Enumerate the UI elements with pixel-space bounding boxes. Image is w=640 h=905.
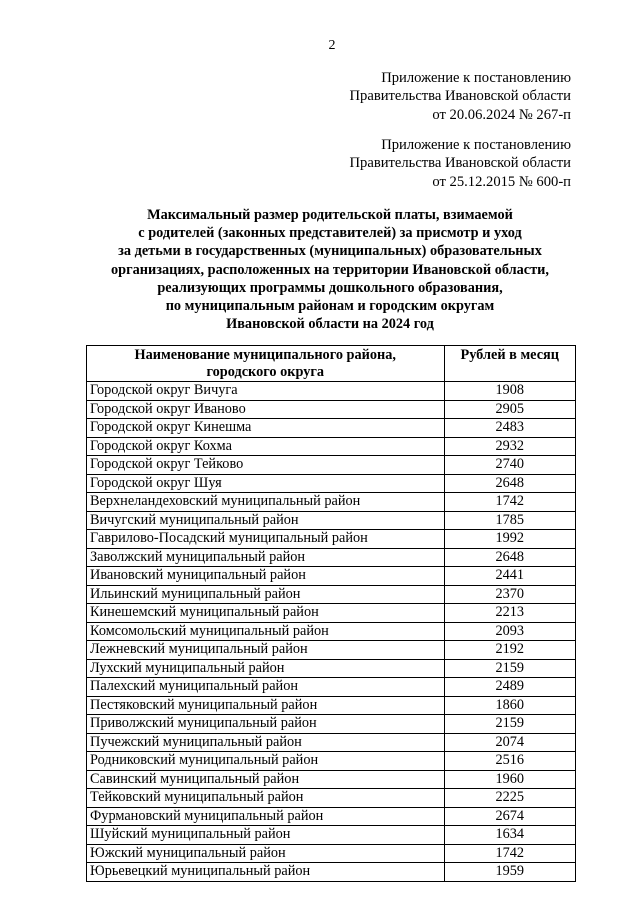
municipality-name: Городской округ Иваново — [87, 400, 445, 419]
monthly-fee-value: 2370 — [444, 585, 575, 604]
municipality-name: Лежневский муниципальный район — [87, 641, 445, 660]
table-row — [87, 659, 576, 678]
monthly-fee-value: 1634 — [444, 826, 575, 845]
monthly-fee-value: 2159 — [444, 715, 575, 734]
monthly-fee-value: 2093 — [444, 622, 575, 641]
municipality-name: Приволжский муниципальный район — [87, 715, 445, 734]
table-row — [87, 844, 576, 863]
monthly-fee-value: 1742 — [444, 844, 575, 863]
document-title — [0, 206, 640, 333]
table-row — [87, 400, 576, 419]
table-row — [87, 511, 576, 530]
municipality-name: Гаврилово-Посадский муниципальный район — [87, 530, 445, 549]
monthly-fee-value: 2489 — [444, 678, 575, 697]
monthly-fee-value: 2516 — [444, 752, 575, 771]
municipality-name: Городской округ Тейково — [87, 456, 445, 475]
table-row — [87, 382, 576, 401]
column-header-name: Наименование муниципального района, городского округа — [87, 346, 445, 382]
table-row — [87, 733, 576, 752]
table-row — [87, 419, 576, 438]
monthly-fee-value: 1785 — [444, 511, 575, 530]
table-row — [87, 826, 576, 845]
title-line: Ивановской области на 2024 год — [226, 316, 434, 333]
monthly-fee-value: 2074 — [444, 733, 575, 752]
monthly-fee-value: 1908 — [444, 382, 575, 401]
municipality-name: Городской округ Кохма — [87, 437, 445, 456]
municipality-name: Южский муниципальный район — [87, 844, 445, 863]
table-row — [87, 567, 576, 586]
municipality-name: Фурмановский муниципальный район — [87, 807, 445, 826]
appendix-line: от 20.06.2024 № 267-п — [432, 106, 571, 123]
municipality-name: Пучежский муниципальный район — [87, 733, 445, 752]
appendix-line: Правительства Ивановской области — [349, 88, 571, 105]
appendix-reference-2015 — [350, 136, 571, 191]
monthly-fee-value: 1742 — [444, 493, 575, 512]
appendix-line: Приложение к постановлению — [381, 137, 571, 153]
table-row — [87, 604, 576, 623]
title-line: по муниципальным районам и городским округам — [165, 298, 495, 315]
monthly-fee-value: 1860 — [444, 696, 575, 715]
municipality-name: Ильинский муниципальный район — [87, 585, 445, 604]
table-row — [87, 696, 576, 715]
municipality-name: Городской округ Кинешма — [87, 419, 445, 438]
monthly-fee-value: 2192 — [444, 641, 575, 660]
table-row — [87, 807, 576, 826]
table-row — [87, 770, 576, 789]
municipality-name: Заволжский муниципальный район — [87, 548, 445, 567]
municipality-name: Родниковский муниципальный район — [87, 752, 445, 771]
table-row — [87, 863, 576, 882]
municipality-name: Кинешемский муниципальный район — [87, 604, 445, 623]
table-row — [87, 752, 576, 771]
monthly-fee-value: 2213 — [444, 604, 575, 623]
municipality-name: Палехский муниципальный район — [87, 678, 445, 697]
appendix-line: Правительства Ивановской области — [349, 155, 571, 172]
municipality-name: Вичугский муниципальный район — [87, 511, 445, 530]
municipality-name: Пестяковский муниципальный район — [87, 696, 445, 715]
monthly-fee-value: 2740 — [444, 456, 575, 475]
title-line: Максимальный размер родительской платы, взимаемой — [147, 207, 513, 223]
title-line: за детьми в государственных (муниципальных) образовательных — [118, 243, 542, 260]
municipality-name: Савинский муниципальный район — [87, 770, 445, 789]
table-row — [87, 530, 576, 549]
column-header-value: Рублей в месяц — [444, 346, 575, 382]
monthly-fee-value: 2674 — [444, 807, 575, 826]
table-row — [87, 641, 576, 660]
appendix-line: Приложение к постановлению — [381, 70, 571, 86]
municipality-name: Комсомольский муниципальный район — [87, 622, 445, 641]
monthly-fee-value: 2905 — [444, 400, 575, 419]
table-row — [87, 493, 576, 512]
title-line: реализующих программы дошкольного образования, — [157, 279, 503, 296]
monthly-fee-value: 2159 — [444, 659, 575, 678]
monthly-fee-value: 1960 — [444, 770, 575, 789]
monthly-fee-value: 1992 — [444, 530, 575, 549]
municipality-name: Юрьевецкий муниципальный район — [87, 863, 445, 882]
monthly-fee-value: 2441 — [444, 567, 575, 586]
appendix-reference-2024 — [350, 69, 571, 124]
monthly-fee-value: 2932 — [444, 437, 575, 456]
table-row — [87, 715, 576, 734]
table-row — [87, 789, 576, 808]
table-row — [87, 456, 576, 475]
table-row — [87, 474, 576, 493]
monthly-fee-value: 2648 — [444, 548, 575, 567]
municipality-name: Ивановский муниципальный район — [87, 567, 445, 586]
municipality-name: Городской округ Вичуга — [87, 382, 445, 401]
table-header-row — [87, 346, 576, 382]
monthly-fee-value: 2225 — [444, 789, 575, 808]
page-number: 2 — [328, 38, 336, 53]
table-row — [87, 437, 576, 456]
fee-table — [86, 345, 576, 882]
table-row — [87, 622, 576, 641]
municipality-name: Верхнеландеховский муниципальный район — [87, 493, 445, 512]
appendix-line: от 25.12.2015 № 600-п — [432, 173, 571, 190]
table-row — [87, 678, 576, 697]
monthly-fee-value: 2648 — [444, 474, 575, 493]
municipality-name: Шуйский муниципальный район — [87, 826, 445, 845]
municipality-name: Лухский муниципальный район — [87, 659, 445, 678]
title-line: организациях, расположенных на территории Ивановской области, — [111, 261, 549, 278]
monthly-fee-value: 1959 — [444, 863, 575, 882]
table-row — [87, 585, 576, 604]
title-line: с родителей (законных представителей) за присмотр и уход — [138, 225, 522, 242]
table-row — [87, 548, 576, 567]
monthly-fee-value: 2483 — [444, 419, 575, 438]
municipality-name: Тейковский муниципальный район — [87, 789, 445, 808]
municipality-name: Городской округ Шуя — [87, 474, 445, 493]
